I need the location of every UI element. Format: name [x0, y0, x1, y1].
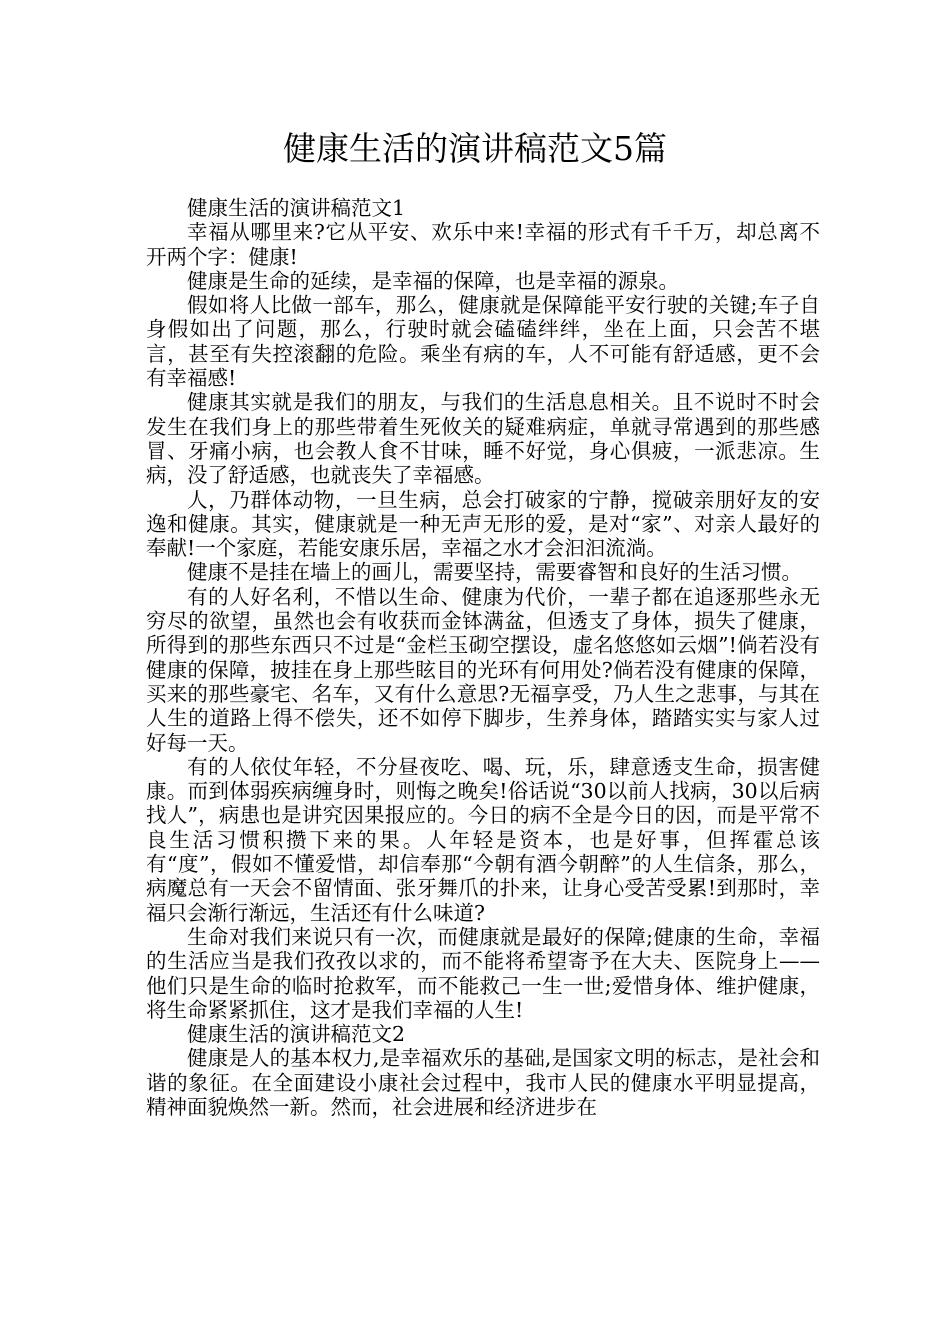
paragraph: 有的人好名利，不惜以生命、健康为代价，一辈子都在追逐那些永无穷尽的欲望，虽然也会有收获而金钵满盆，但透支了身体，损失了健康，所得到的那些东西只不过是“金栏玉砌空摆设，虚名悠悠如云烟”!倘若没有健康的保障，披挂在身上那些眩目的光环有何用处?倘若没有健康的保障，买来的那些豪宅、名车，又有什么意思?无福享受，乃人生之悲事，与其在人生的道路上得不偿失，还不如停下脚步，生养身体，踏踏实实与家人过好每一天。: [146, 584, 820, 755]
document-body: [146, 196, 820, 1119]
paragraph: 健康是生命的延续，是幸福的保障，也是幸福的源泉。: [187, 268, 679, 293]
paragraph: 人，乃群体动物，一旦生病，总会打破家的宁静，搅破亲朋好友的安逸和健康。其实，健康就是一种无声无形的爱，是对“家”、对亲人最好的奉献!一个家庭，若能安康乐居，幸福之水才会汩汩流淌。: [146, 487, 820, 561]
paragraph: 生命对我们来说只有一次，而健康就是最好的保障;健康的生命，幸福的生活应当是我们孜孜以求的，而不能将希望寄予在大夫、医院身上——他们只是生命的临时抢救军，而不能救己一生一世;爱惜身体、维护健康，将生命紧紧抓住，这才是我们幸福的人生!: [146, 924, 820, 1022]
paragraph: 健康不是挂在墙上的画儿，需要坚持，需要睿智和良好的生活习惯。: [187, 560, 802, 585]
paragraph: 假如将人比做一部车，那么，健康就是保障能平安行驶的关键;车子自身假如出了问题，那么，行驶时就会磕磕绊绊，坐在上面，只会苦不堪言，甚至有失控滚翻的危险。乘坐有病的车，人不可能有舒适感，更不会有幸福感!: [146, 293, 820, 391]
section-heading-2: 健康生活的演讲稿范文2: [187, 1022, 406, 1047]
paragraph: 幸福从哪里来?它从平安、欢乐中来!幸福的形式有千千万，却总离不开两个字：健康!: [146, 220, 820, 269]
paragraph: 健康是人的基本权力,是幸福欢乐的基础,是国家文明的标志，是社会和谐的象征。在全面建设小康社会过程中，我市人民的健康水平明显提高，精神面貌焕然一新。然而，社会进展和经济进步在: [146, 1046, 820, 1119]
paragraph: 有的人依仗年轻，不分昼夜吃、喝、玩，乐，肆意透支生命，损害健康。而到体弱疾病缠身时，则悔之晚矣!俗话说“30以前人找病，30以后病找人”，病患也是讲究因果报应的。今日的病不全是今日的因，而是平常不良生活习惯积攒下来的果。人年轻是资本，也是好事，但挥霍总该有“度”，假如不懂爱惜，却信奉那“今朝有酒今朝醉”的人生信条，那么，病魔总有一天会不留情面、张牙舞爪的扑来，让身心受苦受累!到那时，幸福只会渐行渐远，生活还有什么味道?: [146, 754, 820, 925]
page-title: 健康生活的演讲稿范文5篇: [283, 129, 667, 168]
section-heading-1: 健康生活的演讲稿范文1: [187, 196, 406, 220]
paragraph: 健康其实就是我们的朋友，与我们的生活息息相关。且不说时不时会发生在我们身上的那些带着生死攸关的疑难病症，单就寻常遇到的那些感冒、牙痛小病，也会教人食不甘味，睡不好觉，身心俱疲，一派悲凉。生病，没了舒适感，也就丧失了幸福感。: [146, 390, 820, 488]
